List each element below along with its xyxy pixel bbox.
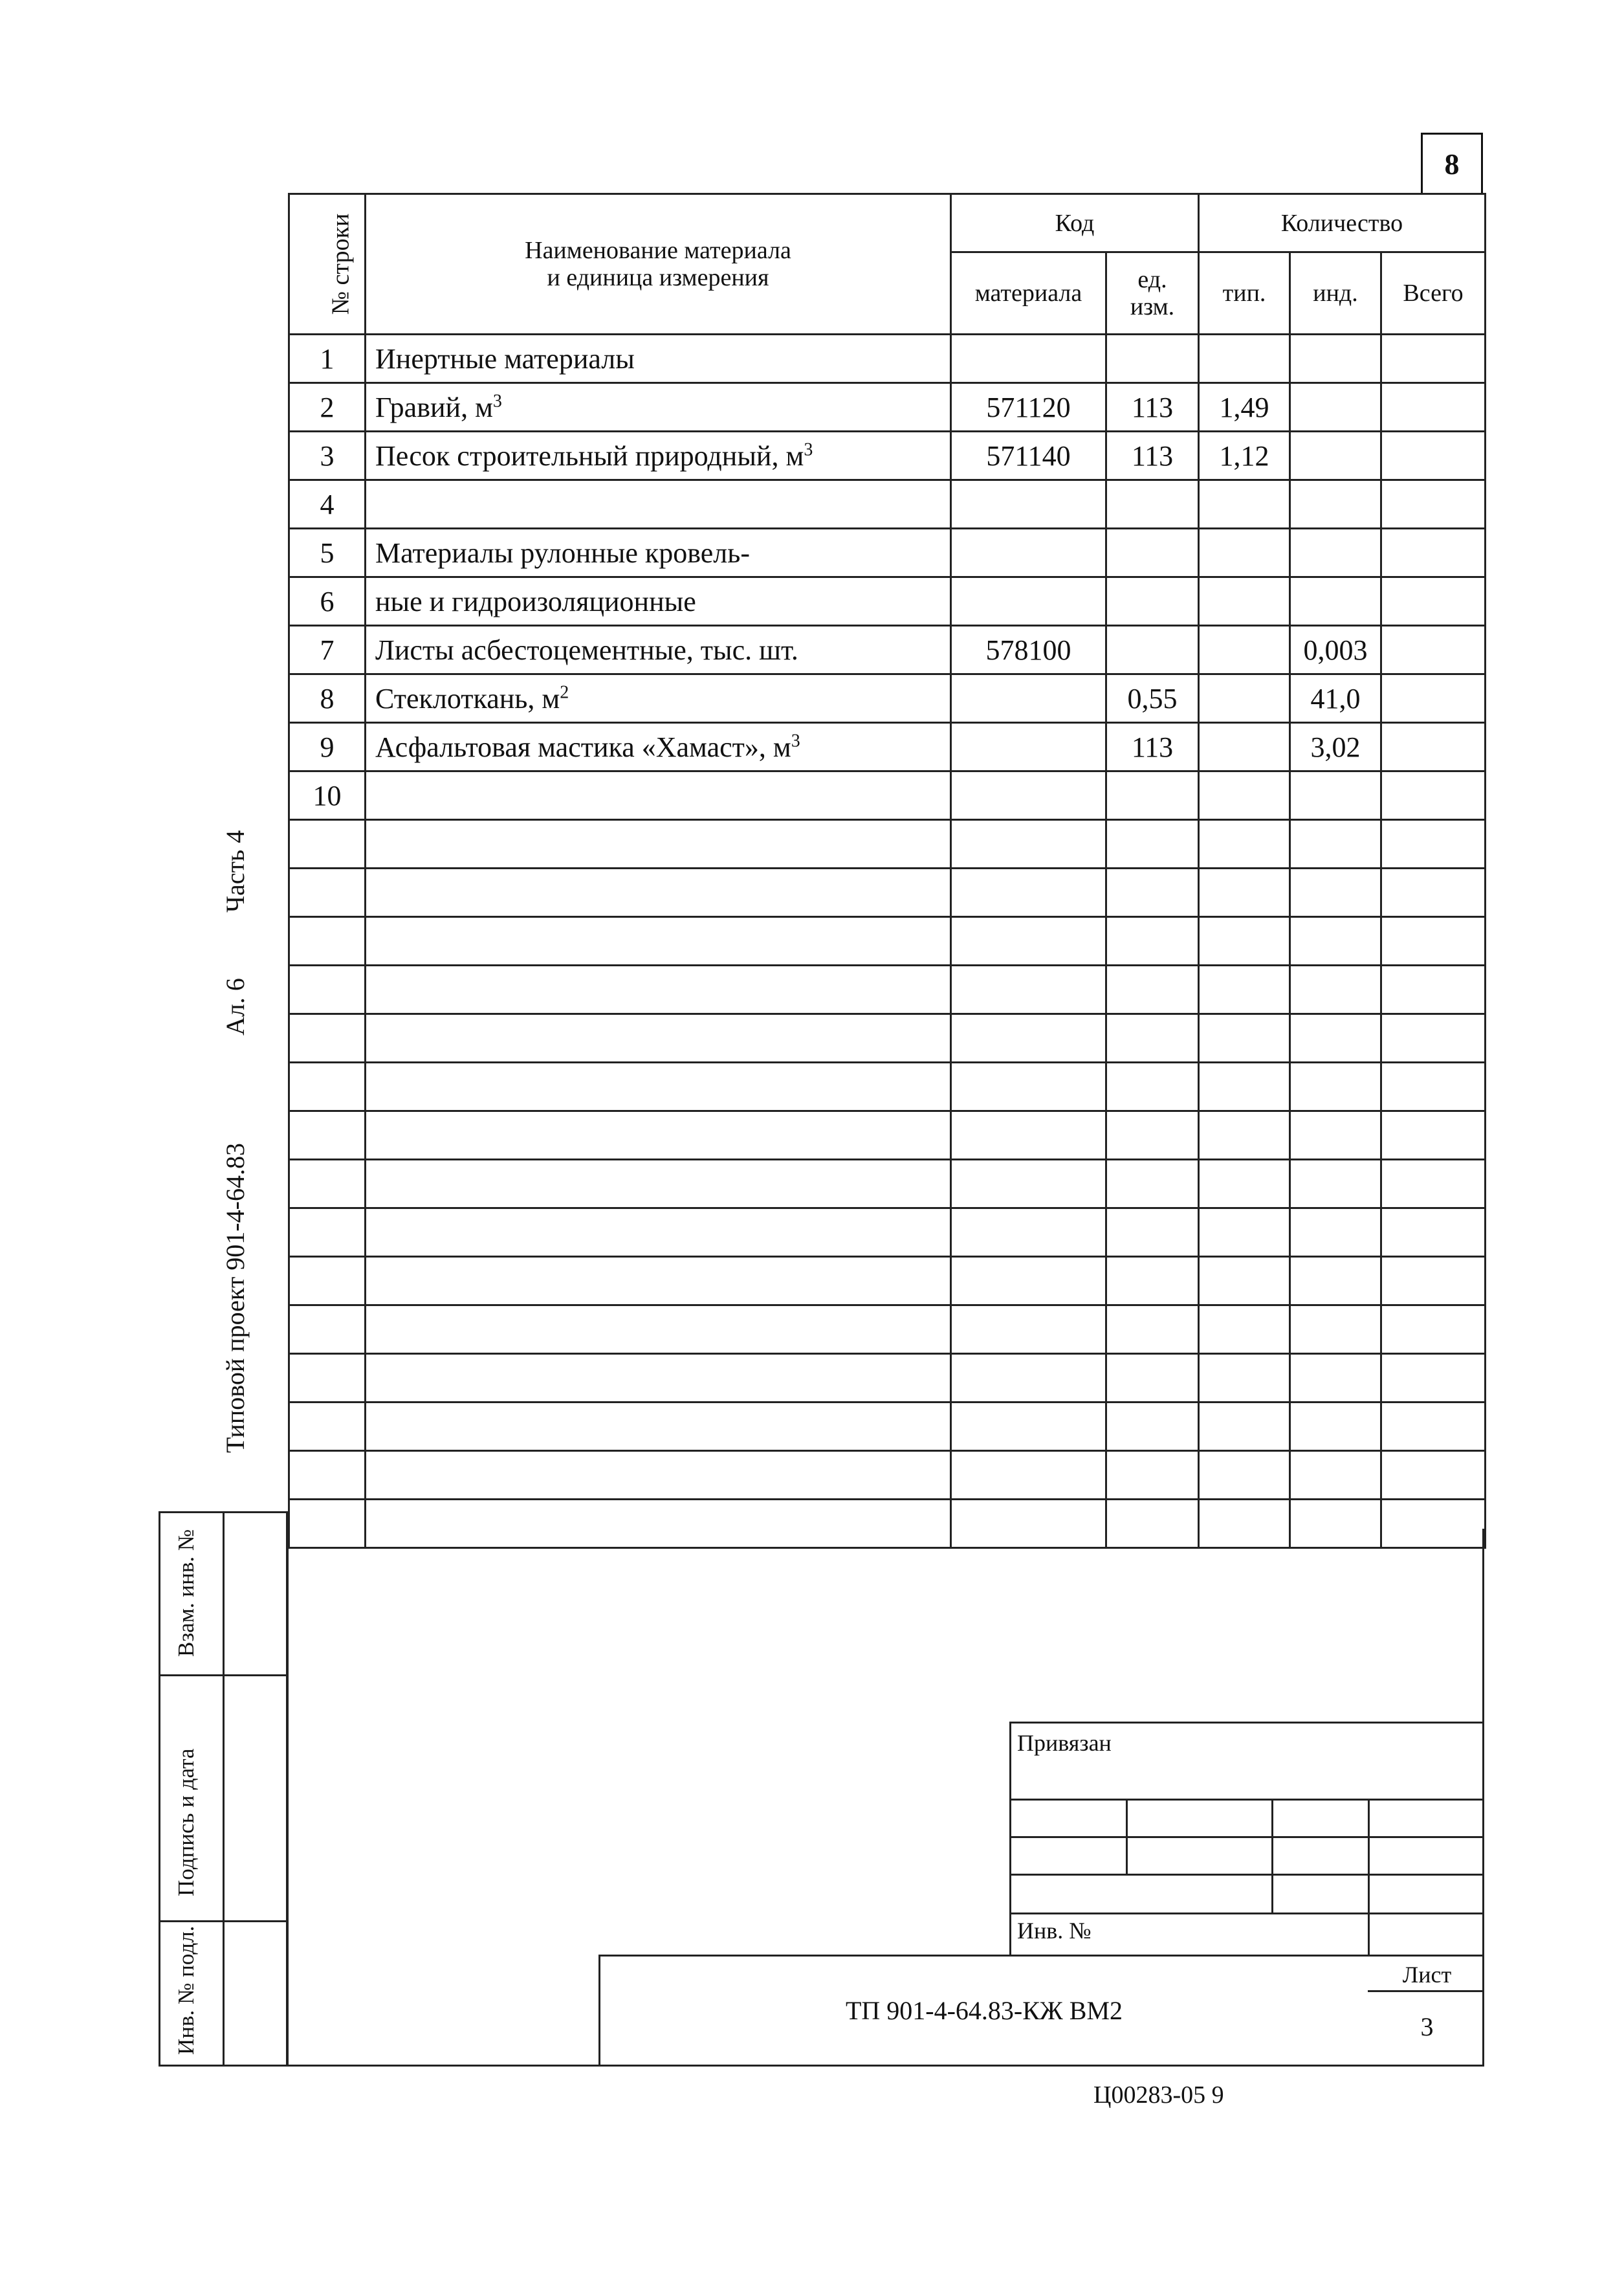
empty-cell bbox=[1199, 1403, 1290, 1451]
row-number-cell-text: 9 bbox=[320, 731, 335, 763]
qty-ind-cell bbox=[1290, 723, 1381, 771]
qty-total-cell bbox=[1381, 577, 1486, 626]
table-row-empty bbox=[289, 1014, 1486, 1063]
empty-cell bbox=[366, 1451, 951, 1500]
qty-total-cell bbox=[1381, 723, 1486, 771]
empty-cell bbox=[1199, 1354, 1290, 1403]
empty-cell bbox=[366, 1403, 951, 1451]
header-code-unit bbox=[1106, 252, 1199, 335]
unit-code-cell-text: 113 bbox=[1131, 439, 1174, 472]
empty-cell bbox=[1381, 1257, 1486, 1305]
table-row bbox=[289, 577, 1486, 626]
side-part: Часть 4 bbox=[221, 830, 250, 913]
table-row-empty bbox=[289, 966, 1486, 1014]
qty-ind-cell bbox=[1290, 674, 1381, 723]
empty-cell bbox=[951, 1403, 1106, 1451]
material-code-cell bbox=[951, 626, 1106, 674]
empty-cell bbox=[1199, 1111, 1290, 1160]
unit-code-cell-text: 0,55 bbox=[1127, 682, 1178, 715]
empty-cell bbox=[951, 1208, 1106, 1257]
empty-cell bbox=[1290, 1014, 1381, 1063]
table-row-empty bbox=[289, 917, 1486, 966]
empty-cell bbox=[1381, 966, 1486, 1014]
header-code-unit-line1: ед. bbox=[1137, 266, 1167, 293]
empty-cell bbox=[1106, 917, 1199, 966]
material-name-cell bbox=[366, 771, 951, 820]
empty-cell bbox=[289, 820, 366, 869]
empty-cell bbox=[1199, 1014, 1290, 1063]
row-number-cell bbox=[289, 577, 366, 626]
unit-code-cell bbox=[1106, 577, 1199, 626]
empty-cell bbox=[1290, 1500, 1381, 1548]
empty-cell bbox=[1381, 917, 1486, 966]
empty-cell bbox=[1199, 820, 1290, 869]
empty-cell bbox=[1106, 1208, 1199, 1257]
table-row-empty bbox=[289, 1305, 1486, 1354]
table-row-empty bbox=[289, 1500, 1486, 1548]
empty-cell bbox=[1106, 966, 1199, 1014]
empty-cell bbox=[289, 1451, 366, 1500]
side-album: Ал. 6 bbox=[221, 978, 250, 1036]
unit-code-cell-text: 113 bbox=[1131, 391, 1174, 423]
row-number-cell bbox=[289, 480, 366, 529]
page-number: 8 bbox=[1421, 133, 1483, 195]
header-row-no-text: № строки bbox=[327, 213, 355, 315]
empty-cell bbox=[366, 1014, 951, 1063]
qty-typ-cell bbox=[1199, 723, 1290, 771]
materials-table bbox=[288, 193, 1486, 1549]
side-project-title: Типовой проект 901-4-64.83 bbox=[221, 1143, 250, 1453]
stamp-inv-no: Инв. № bbox=[1017, 1918, 1092, 1944]
unit-superscript: 3 bbox=[791, 730, 800, 751]
empty-cell bbox=[1381, 1500, 1486, 1548]
empty-cell bbox=[1199, 1500, 1290, 1548]
empty-cell bbox=[1381, 820, 1486, 869]
material-name-cell bbox=[366, 626, 951, 674]
row-number-cell bbox=[289, 723, 366, 771]
table-row bbox=[289, 674, 1486, 723]
qty-ind-cell bbox=[1290, 383, 1381, 432]
empty-cell bbox=[366, 1063, 951, 1111]
table-row bbox=[289, 480, 1486, 529]
empty-cell bbox=[951, 1305, 1106, 1354]
empty-cell bbox=[1381, 1208, 1486, 1257]
header-qty-ind: инд. bbox=[1290, 252, 1381, 335]
table-row bbox=[289, 383, 1486, 432]
table-row bbox=[289, 723, 1486, 771]
empty-cell bbox=[951, 1014, 1106, 1063]
empty-cell bbox=[366, 917, 951, 966]
document-code: ТП 901-4-64.83-КЖ ВМ2 bbox=[845, 1996, 1123, 2025]
header-qty-total: Всего bbox=[1381, 252, 1486, 335]
empty-cell bbox=[1199, 1208, 1290, 1257]
empty-cell bbox=[1106, 1160, 1199, 1208]
empty-cell bbox=[1106, 1354, 1199, 1403]
empty-cell bbox=[1106, 1111, 1199, 1160]
material-code-cell bbox=[951, 432, 1106, 480]
empty-cell bbox=[366, 1257, 951, 1305]
empty-cell bbox=[289, 917, 366, 966]
empty-cell bbox=[1290, 1111, 1381, 1160]
qty-ind-cell-text: 41,0 bbox=[1310, 682, 1361, 715]
material-code-cell bbox=[951, 383, 1106, 432]
empty-cell bbox=[289, 1111, 366, 1160]
qty-typ-cell bbox=[1199, 626, 1290, 674]
unit-code-cell bbox=[1106, 335, 1199, 383]
material-name-cell-text: Листы асбестоцементные, тыс. шт. bbox=[375, 634, 798, 666]
unit-code-cell bbox=[1106, 674, 1199, 723]
qty-total-cell bbox=[1381, 771, 1486, 820]
empty-cell bbox=[951, 1257, 1106, 1305]
unit-code-cell bbox=[1106, 480, 1199, 529]
qty-total-cell bbox=[1381, 383, 1486, 432]
table-row-empty bbox=[289, 1257, 1486, 1305]
row-number-cell-text: 8 bbox=[320, 682, 335, 715]
empty-cell bbox=[951, 1451, 1106, 1500]
unit-code-cell bbox=[1106, 626, 1199, 674]
qty-total-cell bbox=[1381, 529, 1486, 577]
empty-cell bbox=[1290, 1305, 1381, 1354]
row-number-cell bbox=[289, 432, 366, 480]
material-code-cell bbox=[951, 480, 1106, 529]
empty-cell bbox=[1106, 1063, 1199, 1111]
row-number-cell-text: 3 bbox=[320, 439, 335, 472]
material-code-cell-text: 578100 bbox=[985, 634, 1071, 666]
material-code-cell bbox=[951, 771, 1106, 820]
material-name-cell bbox=[366, 480, 951, 529]
unit-code-cell bbox=[1106, 383, 1199, 432]
empty-cell bbox=[1106, 1451, 1199, 1500]
header-name-line2: и единица измерения bbox=[547, 264, 769, 291]
row-number-cell bbox=[289, 335, 366, 383]
empty-cell bbox=[289, 1063, 366, 1111]
unit-code-cell bbox=[1106, 529, 1199, 577]
empty-cell bbox=[289, 1257, 366, 1305]
empty-cell bbox=[951, 1063, 1106, 1111]
empty-cell bbox=[1290, 917, 1381, 966]
qty-ind-cell bbox=[1290, 529, 1381, 577]
empty-cell bbox=[289, 1500, 366, 1548]
footer-code: Ц00283-05 9 bbox=[1093, 2081, 1224, 2109]
empty-cell bbox=[951, 1354, 1106, 1403]
empty-cell bbox=[289, 1208, 366, 1257]
header-row-no bbox=[289, 194, 366, 335]
table-row-empty bbox=[289, 869, 1486, 917]
row-number-cell-text: 10 bbox=[313, 779, 342, 812]
qty-typ-cell bbox=[1199, 383, 1290, 432]
sheet-number: 3 bbox=[1420, 2012, 1434, 2041]
material-code-cell bbox=[951, 674, 1106, 723]
empty-cell bbox=[289, 1305, 366, 1354]
stamp-privyazan: Привязан bbox=[1017, 1730, 1112, 1756]
table-row bbox=[289, 432, 1486, 480]
row-number-cell-text: 7 bbox=[320, 634, 335, 666]
header-name bbox=[366, 194, 951, 335]
materials-table-body bbox=[289, 335, 1486, 1548]
empty-cell bbox=[1381, 1403, 1486, 1451]
empty-cell bbox=[1381, 1160, 1486, 1208]
side-vzam-inv: Взам. инв. № bbox=[173, 1529, 199, 1657]
material-name-cell bbox=[366, 577, 951, 626]
material-code-cell bbox=[951, 529, 1106, 577]
empty-cell bbox=[1381, 1063, 1486, 1111]
empty-cell bbox=[951, 917, 1106, 966]
empty-cell bbox=[1199, 1451, 1290, 1500]
row-number-cell-text: 2 bbox=[320, 391, 335, 423]
unit-superscript: 3 bbox=[804, 439, 813, 460]
material-code-cell-text: 571120 bbox=[986, 391, 1071, 423]
empty-cell bbox=[1106, 1257, 1199, 1305]
qty-ind-cell-text: 3,02 bbox=[1310, 731, 1361, 763]
table-row bbox=[289, 771, 1486, 820]
empty-cell bbox=[366, 1160, 951, 1208]
qty-typ-cell bbox=[1199, 577, 1290, 626]
header-name-line1: Наименование материала bbox=[525, 237, 791, 264]
unit-code-cell bbox=[1106, 723, 1199, 771]
empty-cell bbox=[1106, 1014, 1199, 1063]
empty-cell bbox=[1106, 1403, 1199, 1451]
empty-cell bbox=[951, 1111, 1106, 1160]
empty-cell bbox=[1199, 1257, 1290, 1305]
empty-cell bbox=[1290, 869, 1381, 917]
qty-ind-cell-text: 0,003 bbox=[1303, 634, 1368, 666]
row-number-cell bbox=[289, 383, 366, 432]
material-code-cell bbox=[951, 723, 1106, 771]
table-row bbox=[289, 529, 1486, 577]
table-row bbox=[289, 626, 1486, 674]
empty-cell bbox=[1381, 869, 1486, 917]
empty-cell bbox=[1290, 820, 1381, 869]
sheet-label: Лист bbox=[1402, 1962, 1452, 1988]
row-number-cell-text: 5 bbox=[320, 537, 335, 569]
qty-total-cell bbox=[1381, 480, 1486, 529]
row-number-cell-text: 4 bbox=[320, 488, 335, 520]
unit-code-cell-text: 113 bbox=[1131, 731, 1174, 763]
empty-cell bbox=[366, 869, 951, 917]
table-row-empty bbox=[289, 1160, 1486, 1208]
side-inv-podl: Инв. № подл. bbox=[173, 1925, 199, 2055]
empty-cell bbox=[951, 820, 1106, 869]
empty-cell bbox=[366, 966, 951, 1014]
empty-cell bbox=[1199, 869, 1290, 917]
empty-cell bbox=[366, 1208, 951, 1257]
material-name-cell bbox=[366, 383, 951, 432]
empty-cell bbox=[1290, 1354, 1381, 1403]
material-name-cell-text: Песок строительный природный, м bbox=[375, 439, 804, 472]
qty-typ-cell-text: 1,49 bbox=[1219, 391, 1269, 423]
side-podpis-data: Подпись и дата bbox=[173, 1748, 199, 1896]
empty-cell bbox=[1199, 1063, 1290, 1111]
empty-cell bbox=[366, 1305, 951, 1354]
header-qty-typ: тип. bbox=[1199, 252, 1290, 335]
unit-code-cell bbox=[1106, 432, 1199, 480]
empty-cell bbox=[1290, 1403, 1381, 1451]
material-name-cell-text: Инертные материалы bbox=[375, 342, 635, 375]
qty-typ-cell-text: 1,12 bbox=[1219, 439, 1269, 472]
unit-superscript: 3 bbox=[492, 390, 502, 411]
qty-total-cell bbox=[1381, 626, 1486, 674]
empty-cell bbox=[1290, 966, 1381, 1014]
empty-cell bbox=[1381, 1451, 1486, 1500]
material-name-cell bbox=[366, 674, 951, 723]
empty-cell bbox=[1381, 1014, 1486, 1063]
empty-cell bbox=[1106, 820, 1199, 869]
material-code-cell-text: 571140 bbox=[986, 439, 1071, 472]
empty-cell bbox=[1199, 1305, 1290, 1354]
empty-cell bbox=[951, 966, 1106, 1014]
qty-ind-cell bbox=[1290, 432, 1381, 480]
row-number-cell bbox=[289, 529, 366, 577]
empty-cell bbox=[951, 1500, 1106, 1548]
material-code-cell bbox=[951, 335, 1106, 383]
empty-cell bbox=[951, 1160, 1106, 1208]
table-row-empty bbox=[289, 1063, 1486, 1111]
material-name-cell-text: Гравий, м bbox=[375, 391, 493, 423]
qty-typ-cell bbox=[1199, 771, 1290, 820]
material-name-cell bbox=[366, 723, 951, 771]
table-row-empty bbox=[289, 1451, 1486, 1500]
empty-cell bbox=[1290, 1063, 1381, 1111]
unit-code-cell bbox=[1106, 771, 1199, 820]
row-number-cell-text: 6 bbox=[320, 585, 335, 617]
empty-cell bbox=[289, 1354, 366, 1403]
empty-cell bbox=[289, 869, 366, 917]
material-code-cell bbox=[951, 577, 1106, 626]
material-name-cell-text: Материалы рулонные кровель- bbox=[375, 537, 750, 569]
material-name-cell-text: Асфальтовая мастика «Хамаст», м bbox=[375, 731, 791, 763]
empty-cell bbox=[366, 1354, 951, 1403]
qty-typ-cell bbox=[1199, 674, 1290, 723]
empty-cell bbox=[289, 1403, 366, 1451]
table-row-empty bbox=[289, 1208, 1486, 1257]
qty-typ-cell bbox=[1199, 335, 1290, 383]
qty-ind-cell bbox=[1290, 626, 1381, 674]
qty-ind-cell bbox=[1290, 335, 1381, 383]
row-number-cell bbox=[289, 771, 366, 820]
row-number-cell-text: 1 bbox=[320, 342, 335, 375]
qty-typ-cell bbox=[1199, 432, 1290, 480]
empty-cell bbox=[1106, 869, 1199, 917]
empty-cell bbox=[1199, 917, 1290, 966]
table-row-empty bbox=[289, 1111, 1486, 1160]
empty-cell bbox=[1199, 966, 1290, 1014]
qty-total-cell bbox=[1381, 335, 1486, 383]
material-name-cell-text: Стеклоткань, м bbox=[375, 682, 560, 715]
empty-cell bbox=[366, 1500, 951, 1548]
qty-ind-cell bbox=[1290, 480, 1381, 529]
material-name-cell bbox=[366, 335, 951, 383]
unit-superscript: 2 bbox=[560, 682, 569, 702]
material-name-cell bbox=[366, 432, 951, 480]
empty-cell bbox=[289, 966, 366, 1014]
table-row-empty bbox=[289, 1354, 1486, 1403]
header-code-group: Код bbox=[951, 194, 1199, 252]
empty-cell bbox=[289, 1014, 366, 1063]
empty-cell bbox=[1106, 1305, 1199, 1354]
table-row-empty bbox=[289, 1403, 1486, 1451]
qty-ind-cell bbox=[1290, 577, 1381, 626]
empty-cell bbox=[1381, 1354, 1486, 1403]
qty-typ-cell bbox=[1199, 480, 1290, 529]
empty-cell bbox=[1290, 1451, 1381, 1500]
qty-ind-cell bbox=[1290, 771, 1381, 820]
table-row-empty bbox=[289, 820, 1486, 869]
empty-cell bbox=[366, 820, 951, 869]
empty-cell bbox=[1290, 1160, 1381, 1208]
empty-cell bbox=[366, 1111, 951, 1160]
empty-cell bbox=[1106, 1500, 1199, 1548]
material-name-cell-text: ные и гидроизоляционные bbox=[375, 585, 696, 617]
empty-cell bbox=[289, 1160, 366, 1208]
material-name-cell bbox=[366, 529, 951, 577]
qty-total-cell bbox=[1381, 432, 1486, 480]
header-code-material: материала bbox=[951, 252, 1106, 335]
row-number-cell bbox=[289, 674, 366, 723]
qty-total-cell bbox=[1381, 674, 1486, 723]
empty-cell bbox=[1381, 1111, 1486, 1160]
empty-cell bbox=[1381, 1305, 1486, 1354]
empty-cell bbox=[1290, 1208, 1381, 1257]
empty-cell bbox=[1290, 1257, 1381, 1305]
row-number-cell bbox=[289, 626, 366, 674]
table-row bbox=[289, 335, 1486, 383]
header-code-unit-line2: изм. bbox=[1130, 293, 1175, 320]
header-qty-group: Количество bbox=[1199, 194, 1486, 252]
empty-cell bbox=[951, 869, 1106, 917]
empty-cell bbox=[1199, 1160, 1290, 1208]
qty-typ-cell bbox=[1199, 529, 1290, 577]
